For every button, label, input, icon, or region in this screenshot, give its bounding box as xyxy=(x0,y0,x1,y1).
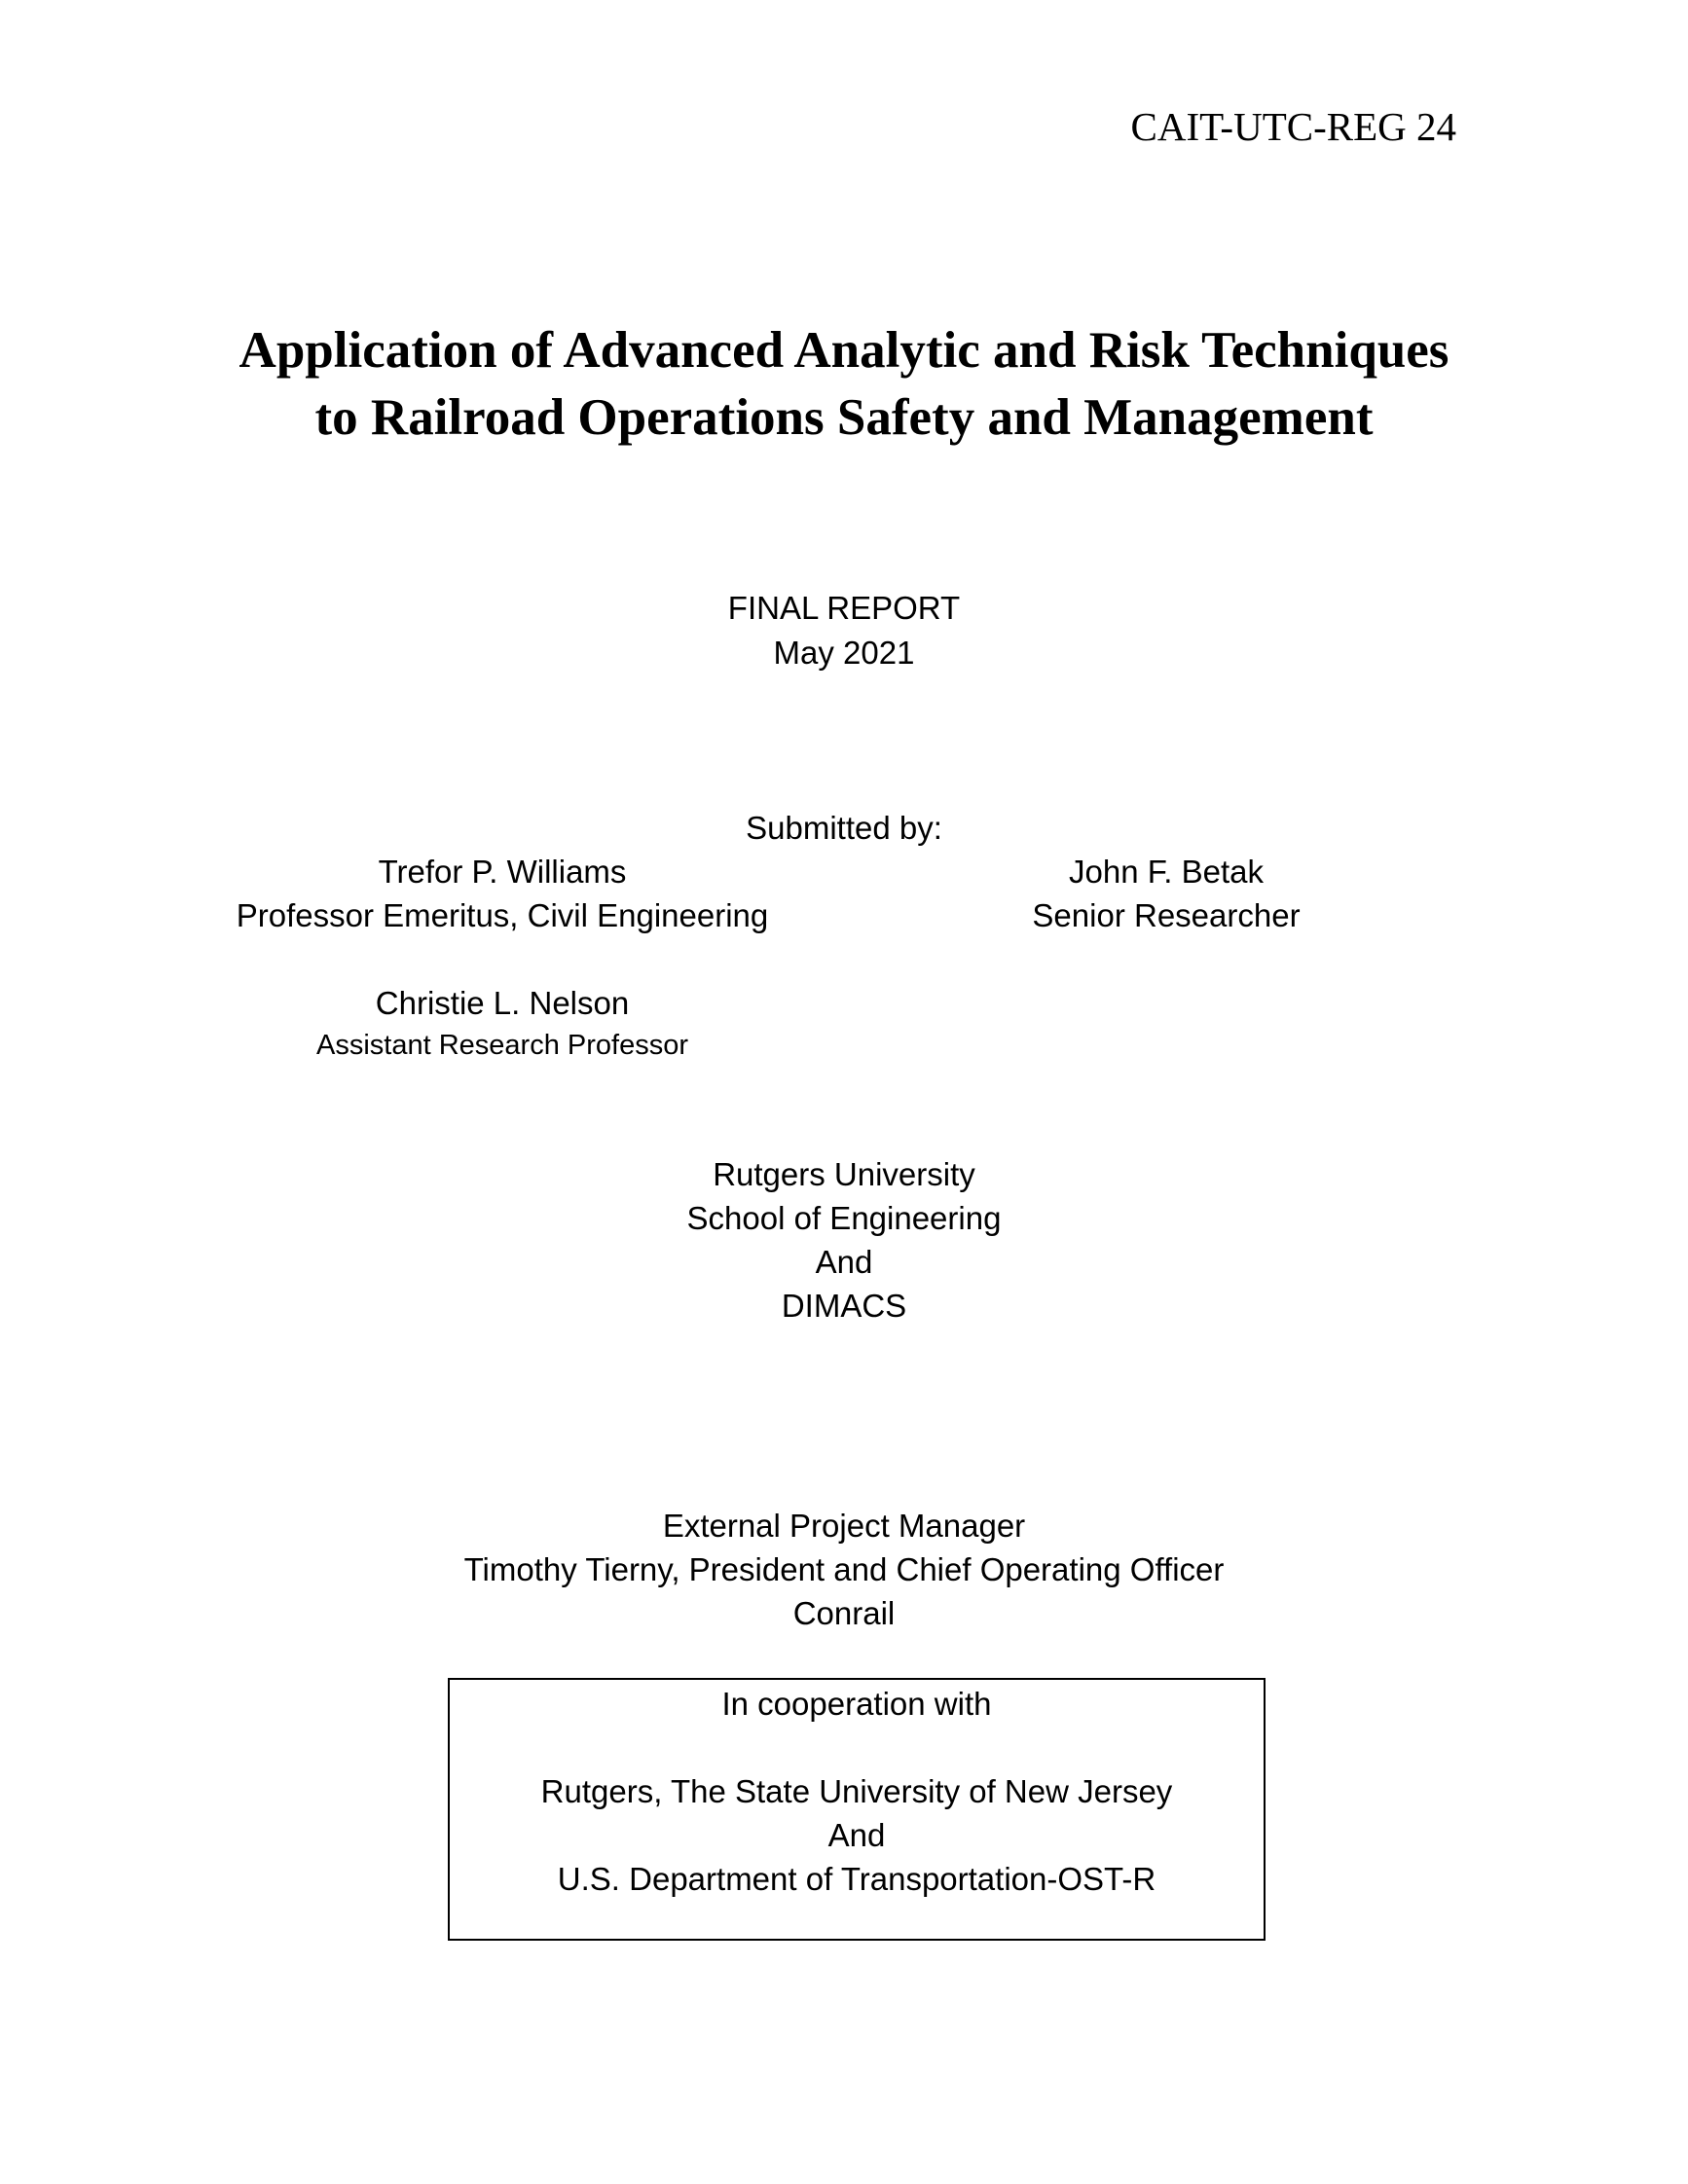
author-role: Senior Researcher xyxy=(1032,897,1301,933)
author-block xyxy=(210,981,794,1067)
submitted-by-label: Submitted by: xyxy=(746,810,942,846)
institution-line: DIMACS xyxy=(781,1288,907,1324)
report-date: May 2021 xyxy=(773,635,915,671)
report-number: CAIT-UTC-REG 24 xyxy=(1130,104,1456,149)
institution-line: School of Engineering xyxy=(686,1200,1002,1236)
institution-line: Rutgers University xyxy=(713,1156,975,1192)
cooperation-line: Rutgers, The State University of New Jersey xyxy=(540,1773,1173,1809)
author-block xyxy=(210,850,794,937)
cooperation-line: U.S. Department of Transportation-OST-R xyxy=(557,1861,1156,1897)
project-manager-block xyxy=(0,1504,1688,1635)
cooperation-lines xyxy=(450,1769,1264,1901)
author-role: Professor Emeritus, Civil Engineering xyxy=(236,897,769,933)
author-role: Assistant Research Professor xyxy=(316,1030,688,1061)
manager-person: Timothy Tierny, President and Chief Operating Officer xyxy=(463,1551,1225,1587)
author-block xyxy=(874,850,1458,937)
author-name: Christie L. Nelson xyxy=(375,985,630,1021)
author-name: Trefor P. Williams xyxy=(378,854,627,890)
institution-line: And xyxy=(815,1244,873,1280)
title-line-1: Application of Advanced Analytic and Risk Techniques xyxy=(239,322,1449,379)
report-title xyxy=(0,317,1688,452)
cooperation-heading: In cooperation with xyxy=(721,1686,992,1722)
report-type: FINAL REPORT xyxy=(727,590,961,626)
institution-block xyxy=(0,1152,1688,1328)
cooperation-line: And xyxy=(827,1817,886,1853)
manager-organization: Conrail xyxy=(792,1595,896,1631)
cooperation-box xyxy=(448,1678,1266,1941)
author-name: John F. Betak xyxy=(1069,854,1264,890)
title-line-2: to Railroad Operations Safety and Management xyxy=(314,389,1374,446)
manager-label: External Project Manager xyxy=(662,1508,1026,1544)
